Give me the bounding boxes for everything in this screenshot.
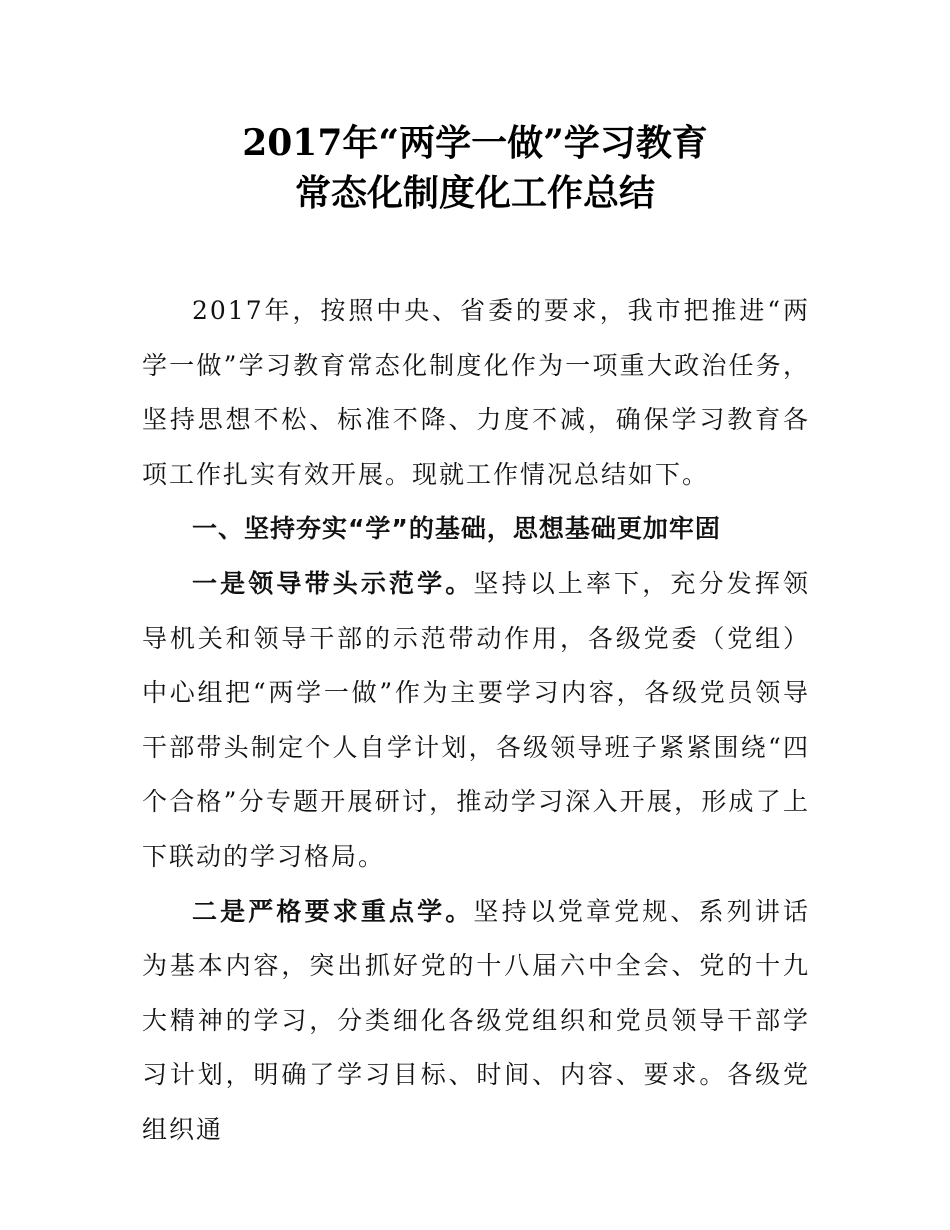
item-1-text: 坚持以上率下，充分发挥领导机关和领导干部的示范带动作用，各级党委（党组）中心组把“两学一做”作为主要学习内容，各级党员领导干部带头制定个人自学计划，各级领导班子紧紧围绕“四个合格”分专题开展研讨，推动学习深入开展，形成了上下联动的学习格局。 <box>142 568 810 871</box>
document-title <box>0 118 950 218</box>
section-heading-1: 一、坚持夯实“学”的基础，思想基础更加牢固 <box>192 514 721 544</box>
document-body <box>142 284 810 1158</box>
intro-paragraph: 2017年，按照中央、省委的要求，我市把推进“两学一做”学习教育常态化制度化作为一项重大政治任务，坚持思想不松、标准不降、力度不减，确保学习教育各项工作扎实有效开展。现就工作情况总结如下。 <box>142 296 810 489</box>
item-2-text: 坚持以党章党规、系列讲话为基本内容，突出抓好党的十八届六中全会、党的十九大精神的学习，分类细化各级党组织和党员领导干部学习计划，明确了学习目标、时间、内容、要求。各级党组织通 <box>142 896 810 1144</box>
title-line-2: 常态化制度化工作总结 <box>294 172 655 214</box>
item-paragraph-2 <box>142 885 810 1158</box>
item-paragraph-1 <box>142 557 810 885</box>
item-1-lead: 一是领导带头示范学。 <box>192 568 474 598</box>
title-line-1: 2017年“两学一做”学习教育 <box>242 122 708 164</box>
item-2-lead: 二是严格要求重点学。 <box>192 896 474 926</box>
